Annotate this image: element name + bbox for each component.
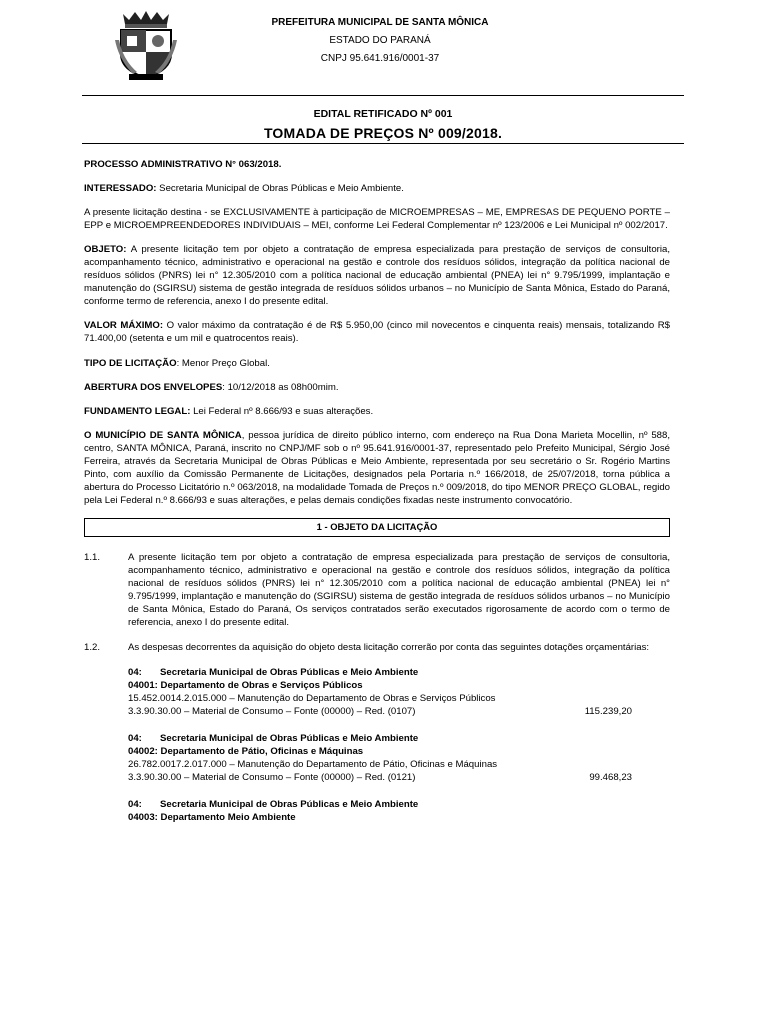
abertura-paragraph [84, 381, 670, 394]
abertura-label: ABERTURA DOS ENVELOPES [84, 381, 223, 393]
clause-1-1 [84, 551, 670, 629]
municipio-text: , pessoa jurídica de direito público interno, com endereço na Rua Dona Marieta Mocellin, nº 588, centro, SANTA MÔNICA, Paraná, inscrito no CNPJ/MF sob o nº 95.641.916/0001-37, representado pelo Prefeito Municipal, Sérgio José Ferreira, através da Secretaria Municipal de Obras Públicas e Meio Ambiente, representada por seu secretário o Sr. Rogério Martins Pinto, com auxílio da Comissão Permanente de Licitações, designados pela Portaria n.º 166/2018, de 25/07/2018, torna pública a abertura do Processo Licitatório n.º 063/2018, na modalidade Tomada de Preços n.º 009/2018, do tipo MENOR PREÇO GLOBAL, regido pela Lei Federal n.º 8.666/93 e suas alterações, e pelas demais condições fixadas neste instrumento convocatório. [84, 429, 671, 506]
clause-1-2 [84, 641, 670, 654]
processo-line: PROCESSO ADMINISTRATIVO N° 063/2018. [84, 159, 282, 170]
dotacao-block [128, 666, 670, 718]
tipo-label: TIPO DE LICITAÇÃO [84, 357, 177, 369]
dotacao-code: 04: [128, 799, 142, 811]
valor-label: VALOR MÁXIMO: [84, 320, 164, 332]
tipo-paragraph [84, 357, 670, 370]
dotacao-block [128, 732, 670, 784]
header-divider [82, 95, 684, 96]
dotacao-secretaria: Secretaria Municipal de Obras Públicas e Meio Ambiente [160, 733, 419, 745]
clause-number: 1.1. [84, 551, 101, 563]
dotacao-valor: 99.468,23 [589, 772, 632, 784]
valor-text: O valor máximo da contratação é de R$ 5.950,00 (cinco mil novecentos e cinquenta reais) mensais, totalizando R$ 71.400,00 (setenta e um mil e quatrocentos reais). [84, 320, 670, 345]
title-divider [82, 143, 684, 144]
dotacao-departamento: 04002: Departamento de Pátio, Oficinas e Máquinas [128, 746, 364, 758]
dotacao-code: 04: [128, 667, 142, 679]
fundamento-text: Lei Federal nº 8.666/93 e suas alterações. [190, 405, 374, 417]
tipo-text: : Menor Preço Global. [176, 357, 270, 369]
municipio-label: O MUNICÍPIO DE SANTA MÔNICA [84, 429, 242, 441]
interessado-text: Secretaria Municipal de Obras Públicas e Meio Ambiente. [156, 183, 404, 195]
dotacao-code: 04: [128, 733, 142, 745]
dotacao-acao: 15.452.0014.2.015.000 – Manutenção do Departamento de Obras e Serviços Públicos [128, 693, 496, 705]
clause-text: As despesas decorrentes da aquisição do objeto desta licitação correrão por conta das seguintes dotações orçamentárias: [128, 642, 650, 653]
dotacao-departamento: 04001: Departamento de Obras e Serviços Públicos [128, 680, 363, 692]
header-cnpj: CNPJ 95.641.916/0001-37 [320, 53, 440, 64]
destina-paragraph: A presente licitação destina - se EXCLUSIVAMENTE à participação de MICROEMPRESAS – ME, EMPRESAS DE PEQUENO PORTE – EPP e MICROEMPREENDEDORES INDIVIDUAIS – MEI, conforme Lei Federal Complementar nº 123/2006 e Lei Municipal nº 002/2017. [84, 207, 670, 232]
dotacao-valor: 115.239,20 [584, 706, 632, 718]
municipio-paragraph [84, 429, 670, 507]
tomada-title: TOMADA DE PREÇOS Nº 009/2018. [263, 125, 503, 141]
clause-number: 1.2. [84, 642, 101, 653]
dotacao-secretaria: Secretaria Municipal de Obras Públicas e Meio Ambiente [160, 667, 419, 679]
dotacao-secretaria: Secretaria Municipal de Obras Públicas e Meio Ambiente [160, 799, 419, 811]
interessado-paragraph [84, 182, 670, 195]
dotacao-elemento: 3.3.90.30.00 – Material de Consumo – Fonte (00000) – Red. (0121) [128, 772, 416, 784]
valor-paragraph [84, 319, 670, 345]
dotacao-block [128, 798, 670, 824]
abertura-text: : 10/12/2018 as 08h00mim. [222, 381, 339, 393]
objeto-label: OBJETO: [84, 244, 127, 256]
fundamento-paragraph [84, 405, 670, 418]
edital-title: EDITAL RETIFICADO Nº 001 [313, 108, 453, 120]
objeto-text: A presente licitação tem por objeto a contratação de empresa especializada para prestação de serviços de consultoria, acompanhamento técnico, administrativo e operacional na gestão e controle dos resíduos sólidos, integração da política nacional de resíduos sólidos (PNRS) lei n° 12.305/2010 com a política nacional de educação ambiental (PNEA) lei n° 9.795/1999, implantação e manutenção do (SGIRSU) sistema de gestão integrada de resíduos sólidos urbanos – no Município de Santa Mônica, Estado do Paraná, conforme termo de referencia, anexo I do presente edital. [84, 244, 670, 308]
municipal-coat-of-arms-icon [115, 10, 177, 82]
clause-text: A presente licitação tem por objeto a contratação de empresa especializada para prestação de serviços de consultoria, acompanhamento técnico, administrativo e operacional na gestão e controle dos resíduos sólidos, integração da política nacional de resíduos sólidos (PNRS) lei n° 12.305/2010 com a política nacional de educação ambiental (PNEA) lei n° 9.795/1999, implantação e manutenção do (SGIRSU) sistema de gestão integrada de resíduos sólidos urbanos – no Município de Santa Mônica, Estado do Paraná, Os serviços contratados serão executados rigorosamente de acordo com o termo de referencia, anexo I do presente edital. [128, 551, 670, 628]
header-prefeitura: PREFEITURA MUNICIPAL DE SANTA MÔNICA [271, 17, 489, 28]
objeto-paragraph [84, 243, 670, 308]
header-estado: ESTADO DO PARANÁ [329, 35, 431, 46]
dotacao-departamento: 04003: Departamento Meio Ambiente [128, 812, 296, 824]
dotacao-acao: 26.782.0017.2.017.000 – Manutenção do Departamento de Pátio, Oficinas e Máquinas [128, 759, 498, 771]
dotacao-elemento: 3.3.90.30.00 – Material de Consumo – Fonte (00000) – Red. (0107) [128, 706, 416, 718]
fundamento-label: FUNDAMENTO LEGAL: [84, 405, 191, 417]
document-body [84, 158, 670, 839]
interessado-label: INTERESSADO: [84, 183, 157, 195]
section-objeto-heading: 1 - OBJETO DA LICITAÇÃO [84, 518, 670, 537]
